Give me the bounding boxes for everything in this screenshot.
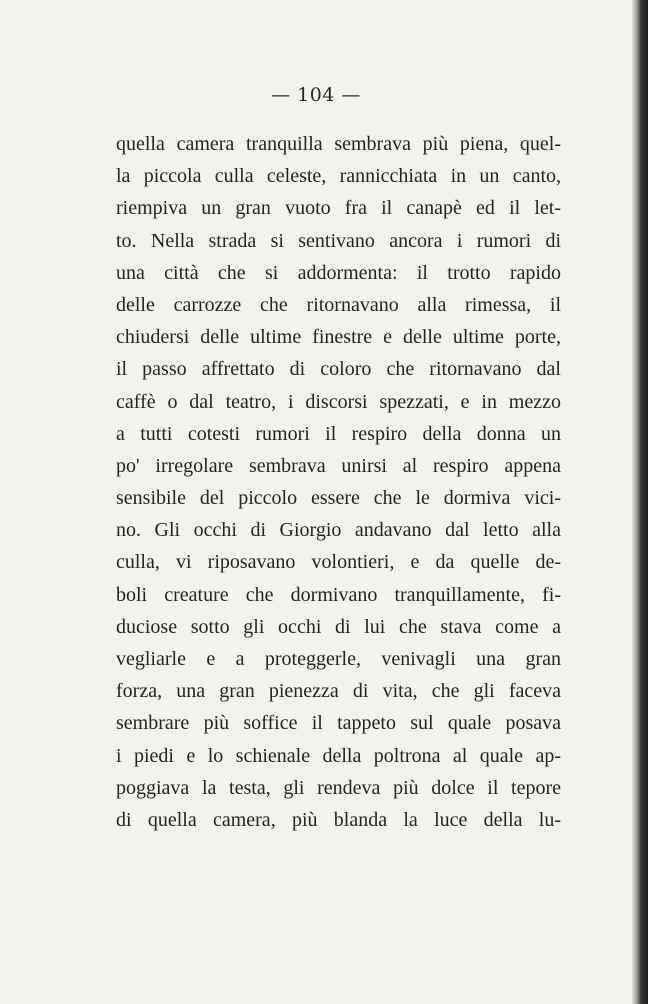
text-line: to. Nella strada si sentivano ancora i rumori di xyxy=(116,229,561,252)
page-number: — 104 — xyxy=(271,84,361,106)
text-line: una città che si addormenta: il trotto rapido xyxy=(116,261,561,284)
text-line: la piccola culla celeste, rannicchiata in un canto, xyxy=(116,165,561,188)
text-line: sensibile del piccolo essere che le dormiva vici- xyxy=(116,487,561,510)
text-line: riempiva un gran vuoto fra il canapè ed il let- xyxy=(116,197,561,220)
text-line: culla, vi riposavano volontieri, e da quelle de- xyxy=(116,551,561,574)
text-line: di quella camera, più blanda la luce della lu- xyxy=(116,808,561,831)
text-line: quella camera tranquilla sembrava più piena, quel- xyxy=(116,133,561,155)
text-line: poggiava la testa, gli rendeva più dolce il tepore xyxy=(116,776,561,799)
text-line: chiudersi delle ultime finestre e delle ultime porte, xyxy=(116,326,561,349)
body-text xyxy=(116,128,561,836)
text-line: i piedi e lo schienale della poltrona al quale ap- xyxy=(116,744,561,767)
text-line: vegliarle e a proteggerle, venivagli una gran xyxy=(116,648,561,670)
text-line: no. Gli occhi di Giorgio andavano dal letto alla xyxy=(116,519,561,542)
text-line: caffè o dal teatro, i discorsi spezzati, e in mezzo xyxy=(116,390,561,413)
text-line: sembrare più soffice il tappeto sul quale posava xyxy=(116,712,561,735)
text-line: boli creature che dormivano tranquillamente, fi- xyxy=(116,583,561,606)
text-line: il passo affrettato di coloro che ritornavano dal xyxy=(116,358,561,381)
text-line: duciose sotto gli occhi di lui che stava come a xyxy=(116,615,561,638)
text-line: po' irregolare sembrava unirsi al respiro appena xyxy=(116,454,561,477)
text-line: forza, una gran pienezza di vita, che gli faceva xyxy=(116,680,561,703)
page-edge xyxy=(632,0,648,1004)
text-line: a tutti cotesti rumori il respiro della donna un xyxy=(116,422,561,445)
text-line: delle carrozze che ritornavano alla rimessa, il xyxy=(116,293,561,316)
